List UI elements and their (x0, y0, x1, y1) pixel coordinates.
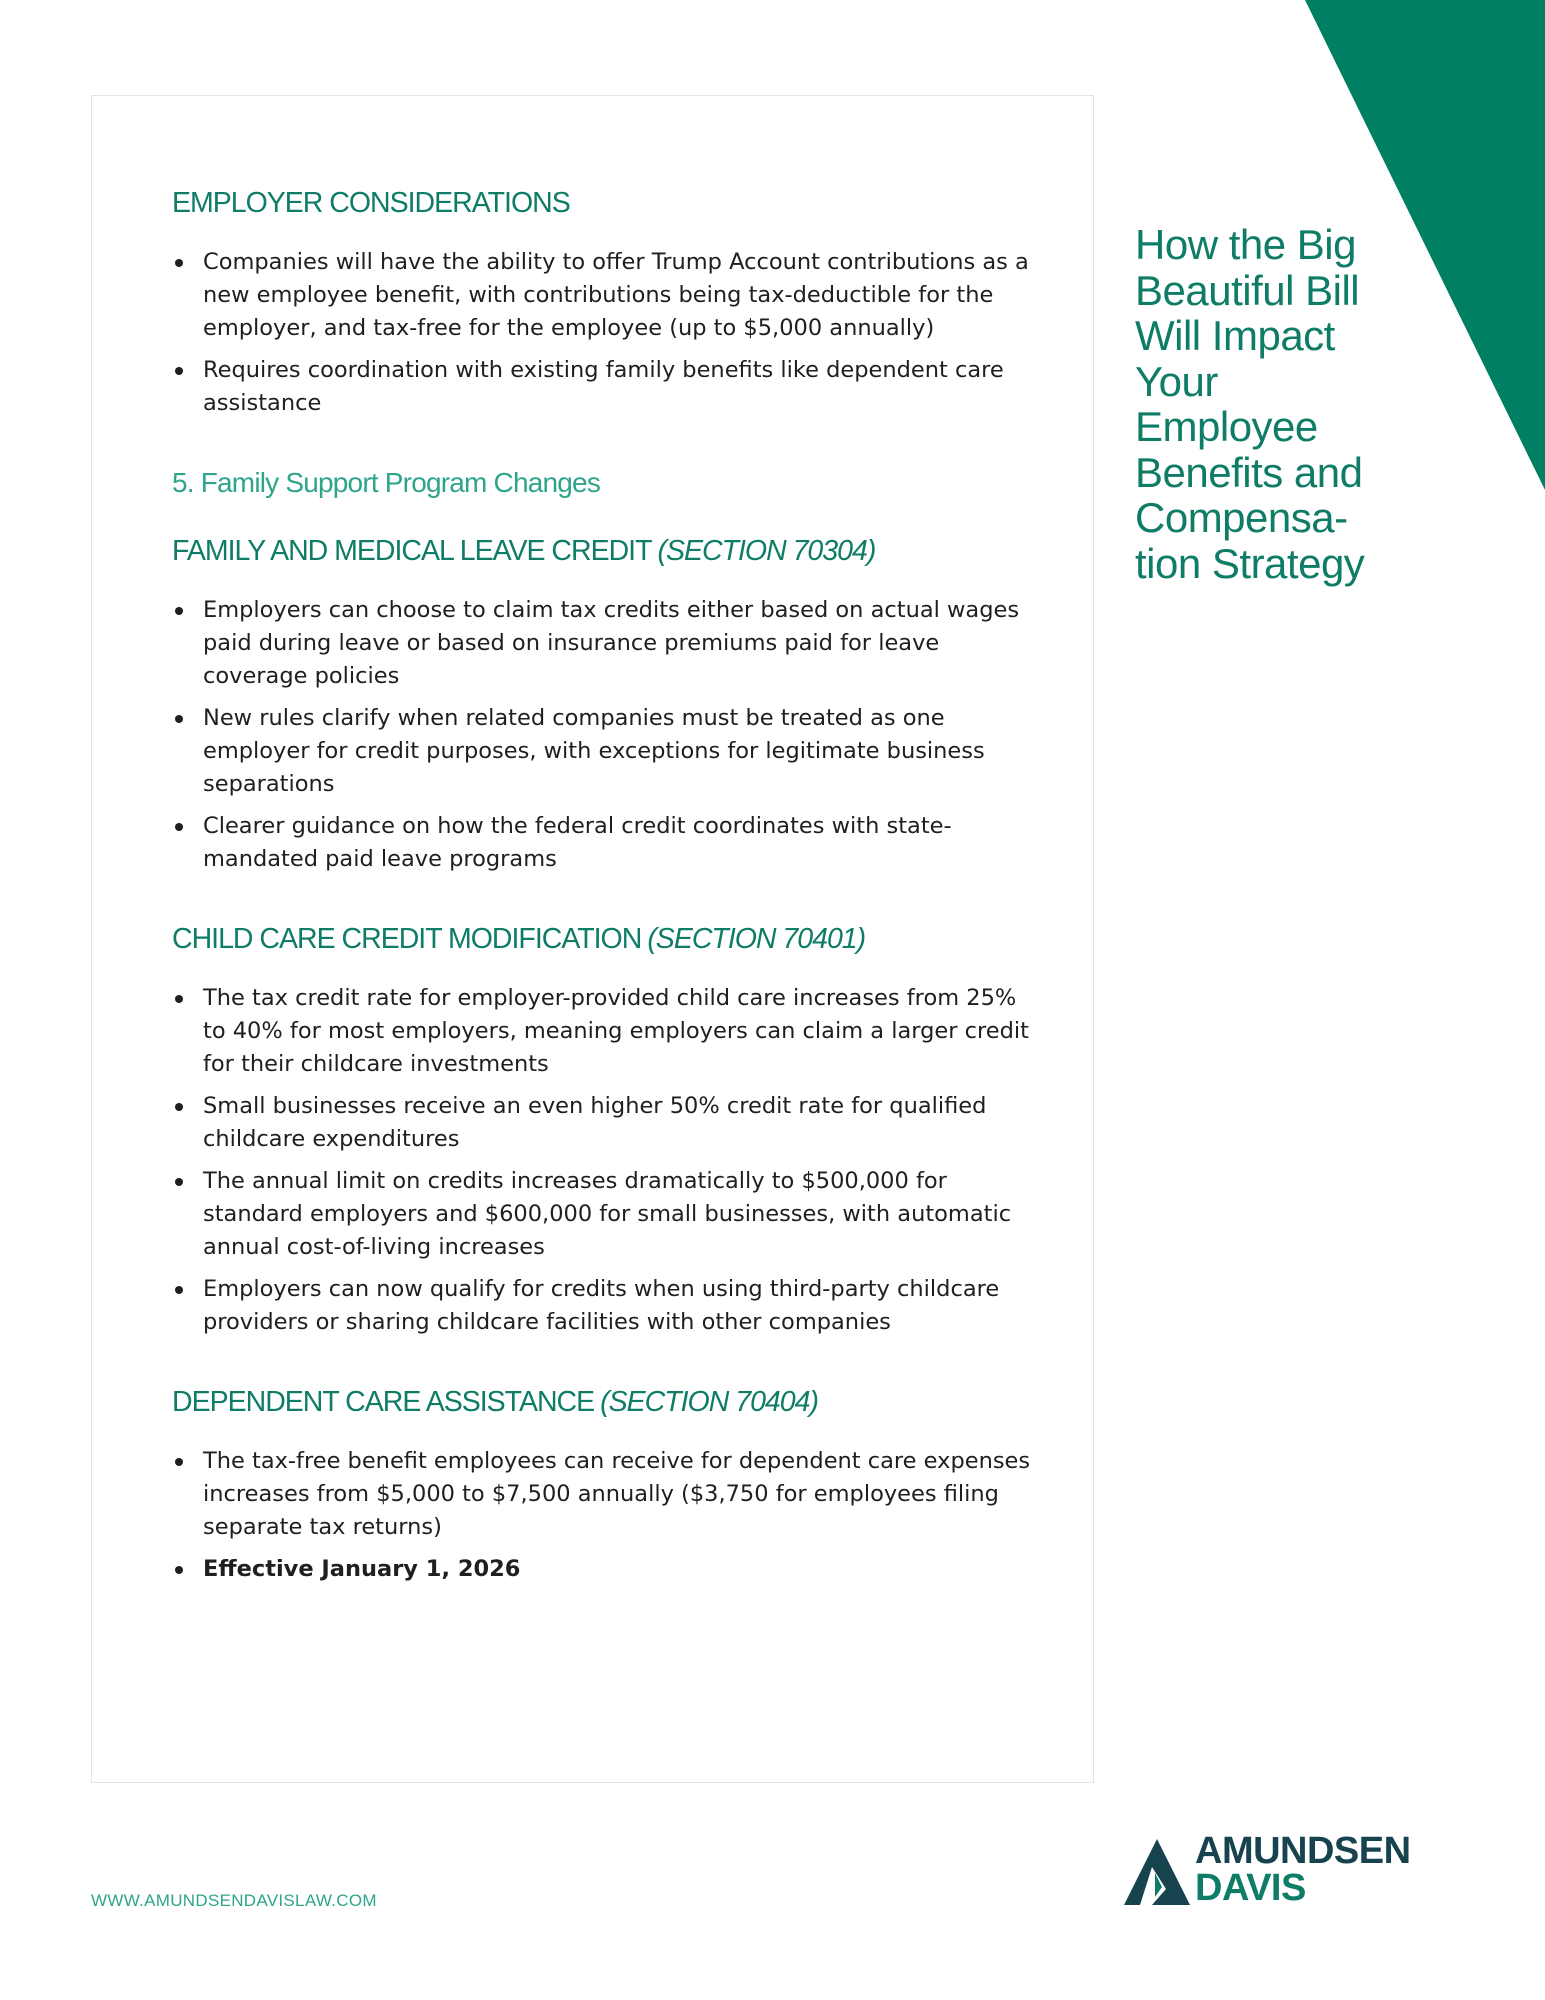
heading-text: EMPLOYER CONSIDERATIONS (172, 187, 570, 219)
child-care-list (172, 982, 1042, 1339)
program-changes-heading: 5. Family Support Program Changes (172, 467, 601, 499)
logo-wordmark (1195, 1830, 1411, 1909)
company-logo (1122, 1830, 1442, 1913)
dependent-care-list (172, 1445, 1042, 1586)
section-reference: (SECTION 70404) (600, 1386, 818, 1419)
family-leave-list (172, 594, 1042, 876)
logo-line-davis: DAVIS (1195, 1867, 1306, 1909)
list-item: New rules clarify when related companies must be treated as one employer for credit purposes, with exceptions for legitimate business separations (172, 702, 1042, 801)
content-body (172, 186, 1042, 1632)
list-item: The tax credit rate for employer-provided child care increases from 25% to 40% for most employers, meaning employers can claim a larger credit for their childcare investments (172, 982, 1042, 1081)
list-item: Clearer guidance on how the federal credit coordinates with state-mandated paid leave programs (172, 810, 1042, 876)
section-reference: (SECTION 70401) (647, 922, 866, 955)
content-box (91, 95, 1094, 1783)
logo-mark-icon (1122, 1837, 1192, 1907)
footer-website-link[interactable]: WWW.AMUNDSENDAVISLAW.COM (91, 1891, 377, 1910)
employer-considerations-list (172, 246, 1042, 420)
list-item: The tax-free benefit employees can receive for dependent care expenses increases from $5,000 to $7,500 annually ($3,750 for employees filing separate tax returns) (172, 1445, 1042, 1544)
list-item: Employers can now qualify for credits when using third-party childcare providers or sharing childcare facilities with other companies (172, 1273, 1042, 1339)
list-item: Employers can choose to claim tax credits either based on actual wages paid during leave or based on insurance premiums paid for leave coverage policies (172, 594, 1042, 693)
heading-text: FAMILY AND MEDICAL LEAVE CREDIT (172, 534, 652, 567)
list-item: The annual limit on credits increases dramatically to $500,000 for standard employers and $600,000 for small businesses, with automatic annual cost-of-living increases (172, 1165, 1042, 1264)
child-care-heading (172, 922, 1042, 956)
effective-date-item: Effective January 1, 2026 (172, 1553, 1042, 1586)
employer-considerations-heading (172, 186, 1042, 220)
list-item: Small businesses receive an even higher 50% credit rate for qualified childcare expenditures (172, 1090, 1042, 1156)
list-item: Companies will have the ability to offer Trump Account contributions as a new employee benefit, with contributions being tax-deductible for the employer, and tax-free for the employee (up to $5,000 annually) (172, 246, 1042, 345)
section-reference: (SECTION 70304) (657, 534, 876, 567)
heading-text: DEPENDENT CARE ASSISTANCE (172, 1386, 595, 1419)
dependent-care-heading (172, 1385, 1042, 1419)
heading-text: CHILD CARE CREDIT MODIFICATION (172, 922, 642, 955)
family-leave-heading (172, 534, 1042, 568)
logo-line-amundsen: AMUNDSEN (1195, 1830, 1411, 1872)
list-item: Requires coordination with existing family benefits like dependent care assistance (172, 354, 1042, 420)
document-title: How the Big Beautiful Bill Will Impact Your Employee Benefits and Compensa-tion Strategy (1135, 221, 1365, 587)
